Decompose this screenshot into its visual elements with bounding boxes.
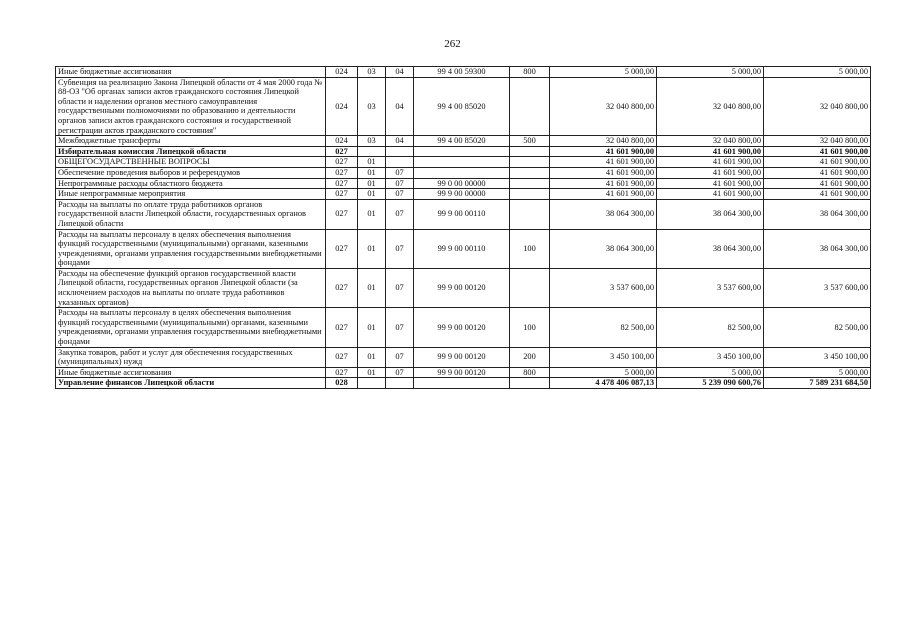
subsection-code-cell <box>386 146 414 157</box>
target-article-cell <box>414 157 510 168</box>
ved-code-cell: 024 <box>326 136 358 147</box>
row-name-cell: Расходы на выплаты персоналу в целях обеспечения выполнения функций государственными (муниципальными) органами, казенными учреждениями, органами управления государственными внебюджетными фондами <box>56 308 326 347</box>
target-article-cell: 99 9 00 00120 <box>414 367 510 378</box>
subsection-code-cell: 07 <box>386 189 414 200</box>
table-row <box>56 146 871 157</box>
target-article-cell <box>414 167 510 178</box>
table-row <box>56 136 871 147</box>
expense-type-cell <box>510 268 550 307</box>
amount-year3-cell: 5 000,00 <box>764 67 871 78</box>
amount-year3-cell: 41 601 900,00 <box>764 167 871 178</box>
expense-type-cell <box>510 167 550 178</box>
ved-code-cell: 027 <box>326 157 358 168</box>
row-name-cell: ОБЩЕГОСУДАРСТВЕННЫЕ ВОПРОСЫ <box>56 157 326 168</box>
subsection-code-cell: 04 <box>386 136 414 147</box>
ved-code-cell: 027 <box>326 308 358 347</box>
subsection-code-cell <box>386 157 414 168</box>
amount-year1-cell: 5 000,00 <box>550 67 657 78</box>
expense-type-cell <box>510 146 550 157</box>
amount-year3-cell: 3 537 600,00 <box>764 268 871 307</box>
amount-year2-cell: 3 537 600,00 <box>657 268 764 307</box>
ved-code-cell: 027 <box>326 367 358 378</box>
amount-year2-cell: 5 000,00 <box>657 67 764 78</box>
target-article-cell <box>414 146 510 157</box>
expense-type-cell: 100 <box>510 229 550 268</box>
section-code-cell: 01 <box>358 308 386 347</box>
amount-year1-cell: 38 064 300,00 <box>550 229 657 268</box>
section-code-cell: 01 <box>358 167 386 178</box>
table-row <box>56 347 871 367</box>
amount-year2-cell: 32 040 800,00 <box>657 77 764 136</box>
target-article-cell <box>414 378 510 389</box>
expense-type-cell: 100 <box>510 308 550 347</box>
expense-type-cell: 200 <box>510 347 550 367</box>
target-article-cell: 99 0 00 00000 <box>414 178 510 189</box>
subsection-code-cell: 07 <box>386 367 414 378</box>
table-row <box>56 199 871 229</box>
ved-code-cell: 027 <box>326 347 358 367</box>
amount-year3-cell: 41 601 900,00 <box>764 178 871 189</box>
subsection-code-cell <box>386 378 414 389</box>
target-article-cell: 99 9 00 00120 <box>414 268 510 307</box>
expense-type-cell <box>510 199 550 229</box>
amount-year2-cell: 41 601 900,00 <box>657 157 764 168</box>
amount-year1-cell: 38 064 300,00 <box>550 199 657 229</box>
expense-type-cell: 800 <box>510 67 550 78</box>
target-article-cell: 99 9 00 00120 <box>414 347 510 367</box>
table-row <box>56 77 871 136</box>
ved-code-cell: 027 <box>326 167 358 178</box>
table-row <box>56 157 871 168</box>
amount-year2-cell: 38 064 300,00 <box>657 199 764 229</box>
ved-code-cell: 027 <box>326 189 358 200</box>
amount-year3-cell: 38 064 300,00 <box>764 229 871 268</box>
row-name-cell: Обеспечение проведения выборов и референдумов <box>56 167 326 178</box>
amount-year1-cell: 5 000,00 <box>550 367 657 378</box>
section-code-cell: 01 <box>358 178 386 189</box>
amount-year3-cell: 82 500,00 <box>764 308 871 347</box>
ved-code-cell: 028 <box>326 378 358 389</box>
amount-year3-cell: 32 040 800,00 <box>764 136 871 147</box>
expense-type-cell: 800 <box>510 367 550 378</box>
section-code-cell: 01 <box>358 199 386 229</box>
expense-type-cell <box>510 178 550 189</box>
table-row <box>56 67 871 78</box>
ved-code-cell: 027 <box>326 178 358 189</box>
amount-year1-cell: 41 601 900,00 <box>550 167 657 178</box>
section-code-cell: 01 <box>358 189 386 200</box>
amount-year2-cell: 32 040 800,00 <box>657 136 764 147</box>
target-article-cell: 99 9 00 00000 <box>414 189 510 200</box>
amount-year3-cell: 41 601 900,00 <box>764 146 871 157</box>
subsection-code-cell: 07 <box>386 229 414 268</box>
ved-code-cell: 024 <box>326 77 358 136</box>
amount-year2-cell: 3 450 100,00 <box>657 347 764 367</box>
amount-year3-cell: 41 601 900,00 <box>764 157 871 168</box>
row-name-cell: Иные бюджетные ассигнования <box>56 67 326 78</box>
amount-year3-cell: 3 450 100,00 <box>764 347 871 367</box>
row-name-cell: Расходы на обеспечение функций органов государственной власти Липецкой области, государственных органов Липецкой области (за исключением расходов на выплаты по оплате труда работников указанных органов) <box>56 268 326 307</box>
amount-year2-cell: 5 239 090 600,76 <box>657 378 764 389</box>
section-code-cell: 01 <box>358 157 386 168</box>
expense-type-cell <box>510 77 550 136</box>
amount-year1-cell: 41 601 900,00 <box>550 189 657 200</box>
subsection-code-cell: 07 <box>386 308 414 347</box>
row-name-cell: Расходы на выплаты по оплате труда работников органов государственной власти Липецкой области, государственных органов Липецкой области <box>56 199 326 229</box>
expense-type-cell <box>510 189 550 200</box>
table-row <box>56 367 871 378</box>
row-name-cell: Иные непрограммные мероприятия <box>56 189 326 200</box>
section-code-cell: 01 <box>358 229 386 268</box>
table-row <box>56 167 871 178</box>
subsection-code-cell: 07 <box>386 268 414 307</box>
amount-year1-cell: 32 040 800,00 <box>550 77 657 136</box>
page-number: 262 <box>444 38 461 50</box>
amount-year1-cell: 3 450 100,00 <box>550 347 657 367</box>
section-code-cell: 03 <box>358 77 386 136</box>
amount-year3-cell: 5 000,00 <box>764 367 871 378</box>
table-row <box>56 378 871 389</box>
section-code-cell: 03 <box>358 67 386 78</box>
section-code-cell: 03 <box>358 136 386 147</box>
amount-year2-cell: 82 500,00 <box>657 308 764 347</box>
ved-code-cell: 027 <box>326 146 358 157</box>
table-row <box>56 268 871 307</box>
subsection-code-cell: 04 <box>386 67 414 78</box>
amount-year3-cell: 7 589 231 684,50 <box>764 378 871 389</box>
section-code-cell <box>358 378 386 389</box>
target-article-cell: 99 9 00 00110 <box>414 199 510 229</box>
row-name-cell: Субвенция на реализацию Закона Липецкой области от 4 мая 2000 года № 88-ОЗ "Об органах записи актов гражданского состояния Липецкой области и наделении органов местного самоуправления государственными полномочиями по образованию и деятельности органов записи актов гражданского состояния и государственной регистрации актов гражданского состояния" <box>56 77 326 136</box>
ved-code-cell: 027 <box>326 229 358 268</box>
budget-table-body <box>56 67 871 389</box>
table-row <box>56 229 871 268</box>
expense-type-cell <box>510 378 550 389</box>
subsection-code-cell: 07 <box>386 347 414 367</box>
row-name-cell: Управление финансов Липецкой области <box>56 378 326 389</box>
table-row <box>56 178 871 189</box>
amount-year1-cell: 41 601 900,00 <box>550 178 657 189</box>
amount-year2-cell: 41 601 900,00 <box>657 167 764 178</box>
amount-year1-cell: 4 478 406 087,13 <box>550 378 657 389</box>
amount-year3-cell: 38 064 300,00 <box>764 199 871 229</box>
row-name-cell: Закупка товаров, работ и услуг для обеспечения государственных (муниципальных) нужд <box>56 347 326 367</box>
row-name-cell: Межбюджетные трансферты <box>56 136 326 147</box>
target-article-cell: 99 4 00 59300 <box>414 67 510 78</box>
ved-code-cell: 027 <box>326 268 358 307</box>
amount-year2-cell: 41 601 900,00 <box>657 146 764 157</box>
amount-year3-cell: 32 040 800,00 <box>764 77 871 136</box>
row-name-cell: Расходы на выплаты персоналу в целях обеспечения выполнения функций государственными (муниципальными) органами, казенными учреждениями, органами управления государственными внебюджетными фондами <box>56 229 326 268</box>
subsection-code-cell: 07 <box>386 199 414 229</box>
amount-year2-cell: 38 064 300,00 <box>657 229 764 268</box>
section-code-cell <box>358 146 386 157</box>
target-article-cell: 99 4 00 85020 <box>414 136 510 147</box>
budget-table <box>55 66 871 389</box>
table-row <box>56 308 871 347</box>
subsection-code-cell: 07 <box>386 167 414 178</box>
ved-code-cell: 027 <box>326 199 358 229</box>
section-code-cell: 01 <box>358 347 386 367</box>
amount-year3-cell: 41 601 900,00 <box>764 189 871 200</box>
expense-type-cell: 500 <box>510 136 550 147</box>
subsection-code-cell: 04 <box>386 77 414 136</box>
amount-year1-cell: 82 500,00 <box>550 308 657 347</box>
row-name-cell: Избирательная комиссия Липецкой области <box>56 146 326 157</box>
amount-year2-cell: 41 601 900,00 <box>657 189 764 200</box>
amount-year1-cell: 41 601 900,00 <box>550 146 657 157</box>
amount-year2-cell: 5 000,00 <box>657 367 764 378</box>
amount-year1-cell: 3 537 600,00 <box>550 268 657 307</box>
expense-type-cell <box>510 157 550 168</box>
row-name-cell: Непрограммные расходы областного бюджета <box>56 178 326 189</box>
amount-year1-cell: 41 601 900,00 <box>550 157 657 168</box>
target-article-cell: 99 4 00 85020 <box>414 77 510 136</box>
target-article-cell: 99 9 00 00120 <box>414 308 510 347</box>
amount-year2-cell: 41 601 900,00 <box>657 178 764 189</box>
subsection-code-cell: 07 <box>386 178 414 189</box>
section-code-cell: 01 <box>358 367 386 378</box>
ved-code-cell: 024 <box>326 67 358 78</box>
section-code-cell: 01 <box>358 268 386 307</box>
table-row <box>56 189 871 200</box>
row-name-cell: Иные бюджетные ассигнования <box>56 367 326 378</box>
amount-year1-cell: 32 040 800,00 <box>550 136 657 147</box>
target-article-cell: 99 9 00 00110 <box>414 229 510 268</box>
